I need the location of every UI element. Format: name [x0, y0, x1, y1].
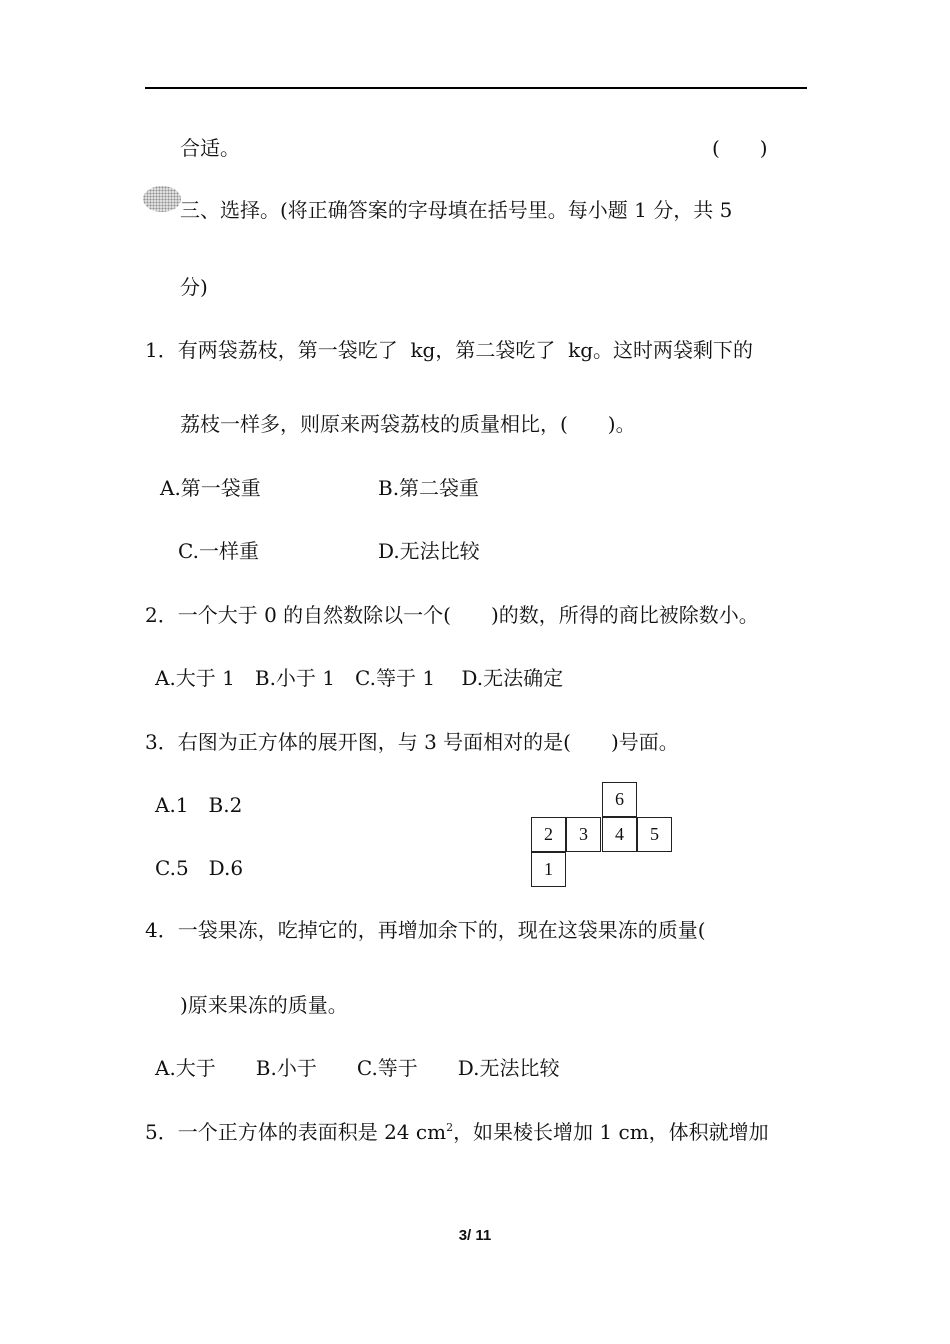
q5-superscript: 2: [446, 1121, 454, 1134]
q1-option-d: D.无法比较: [378, 539, 480, 563]
net-face-5: 5: [637, 817, 672, 852]
answer-paren: ( ): [712, 136, 768, 160]
section-3-heading: 三、选择。(将正确答案的字母填在括号里。每小题 1 分，共 5: [180, 198, 733, 222]
q5-text-start: 5．一个正方体的表面积是 24 cm: [145, 1120, 447, 1144]
q3-options-ab: A.1 B.2: [155, 793, 243, 817]
net-face-6: 6: [602, 782, 637, 817]
q4-options: A.大于 B.小于 C.等于 D.无法比较: [155, 1056, 560, 1080]
question-2: 2．一个大于 0 的自然数除以一个( )的数，所得的商比被除数小。: [145, 603, 759, 627]
net-face-1: 1: [531, 852, 566, 887]
q3-options-cd: C.5 D.6: [155, 856, 244, 880]
header-rule: [145, 87, 807, 89]
question-5: [145, 1120, 769, 1144]
section-3-heading-cont: 分): [180, 275, 208, 299]
question-1: 1．有两袋荔枝，第一袋吃了 kg，第二袋吃了 kg。这时两袋剩下的: [145, 338, 753, 362]
net-face-3: 3: [566, 817, 601, 852]
q2-options: A.大于 1 B.小于 1 C.等于 1 D.无法确定: [155, 666, 564, 690]
net-face-2: 2: [531, 817, 566, 852]
page-number: 3/ 11: [458, 1227, 492, 1244]
q5-text-end: ，如果棱长增加 1 cm，体积就增加: [453, 1120, 769, 1144]
question-3: 3．右图为正方体的展开图，与 3 号面相对的是( )号面。: [145, 730, 679, 754]
question-4-cont: )原来果冻的质量。: [180, 993, 348, 1017]
net-face-4: 4: [602, 817, 637, 852]
section-dot-icon: [143, 186, 181, 212]
q1-option-b: B.第二袋重: [378, 476, 480, 500]
q1-option-a: A.第一袋重: [160, 476, 261, 500]
line-fit: 合适。: [180, 136, 240, 160]
question-4: 4．一袋果冻，吃掉它的，再增加余下的，现在这袋果冻的质量(: [145, 918, 706, 942]
q1-option-c: C.一样重: [178, 539, 259, 563]
question-1-cont: 荔枝一样多，则原来两袋荔枝的质量相比，( )。: [180, 412, 636, 436]
